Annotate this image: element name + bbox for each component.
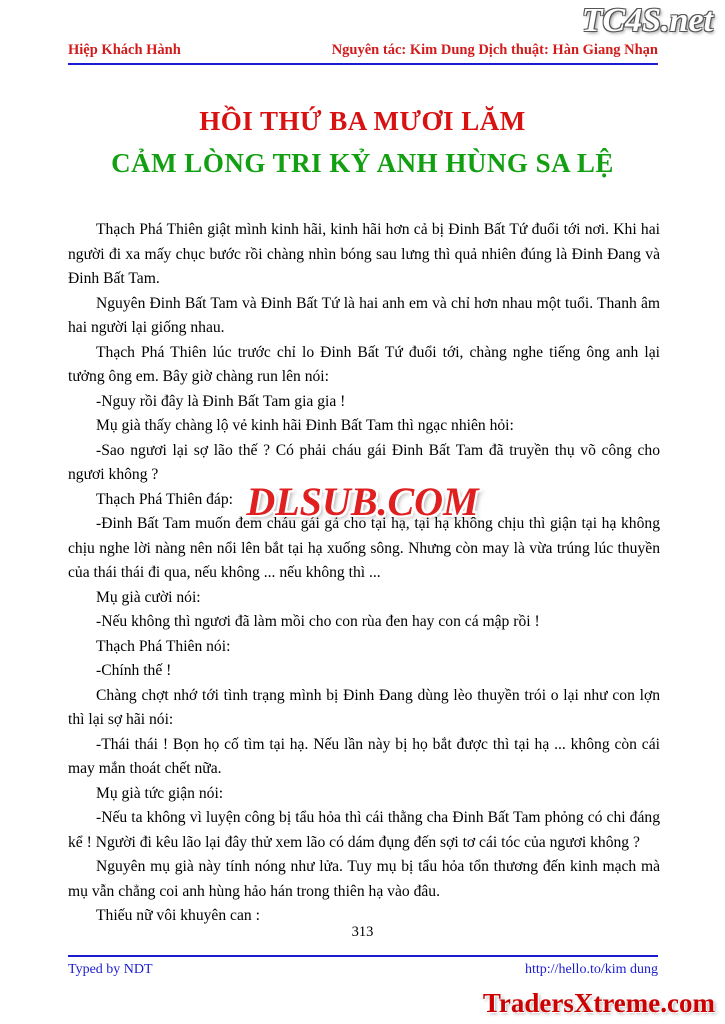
chapter-title-line1: HỒI THỨ BA MƯƠI LĂM xyxy=(199,106,526,136)
header-book-title: Hiệp Khách Hành xyxy=(68,42,181,58)
paragraph: -Nếu không thì ngươi đã làm mồi cho con rùa đen hay con cá mập rồi ! xyxy=(96,613,540,630)
page-header xyxy=(68,42,658,62)
top-watermark: TC4S.net xyxy=(581,2,713,39)
footer-url[interactable]: http://hello.to/kim dung xyxy=(525,962,658,977)
paragraph: Nguyên Đinh Bất Tam và Đinh Bất Tứ là hai anh em và chỉ hơn nhau một tuổi. Thanh âm hai người lại giống nhau. xyxy=(68,294,660,336)
paragraph: Thạch Phá Thiên nói: xyxy=(96,637,231,655)
paragraph: -Chính thế ! xyxy=(96,662,172,679)
paragraph: Thạch Phá Thiên giật mình kinh hãi, kinh hãi hơn cả bị Đinh Bất Tứ đuổi tới nơi. Khi hai người đi xa mấy chục bước rồi chàng nhìn bóng sau lưng thì quả nhiên đúng là Đinh Đang và Đinh Bất Tam. xyxy=(68,221,660,287)
footer-divider xyxy=(68,955,658,957)
paragraph: -Nếu ta không vì luyện công bị tẩu hỏa thì cái thằng cha Đinh Bất Tam phỏng có chi đáng kể ! Người đi kêu lão lại đây thử xem lão có dám đụng đến sợi tơ cái tóc của ngươi không ? xyxy=(68,809,660,851)
header-divider xyxy=(68,63,658,65)
paragraph: Thiếu nữ vôi khuyên can : xyxy=(96,907,260,924)
header-author-translator: Nguyên tác: Kim Dung Dịch thuật: Hàn Giang Nhạn xyxy=(331,42,658,58)
bottom-watermark: TradersXtreme.com xyxy=(482,988,715,1018)
center-watermark: DLSUB.COM xyxy=(246,479,479,524)
paragraph: -Nguy rồi đây là Đinh Bất Tam gia gia ! xyxy=(96,392,346,410)
footer-typed-by: Typed by NDT xyxy=(68,962,153,977)
page-footer xyxy=(68,962,658,982)
chapter-title-line2: CẢM LÒNG TRI KỶ ANH HÙNG SA LỆ xyxy=(111,148,614,178)
page-number: 313 xyxy=(351,924,374,940)
body-text xyxy=(68,218,660,929)
paragraph: Thạch Phá Thiên lúc trước chỉ lo Đinh Bất Tứ đuổi tới, chàng nghe tiếng ông anh lại tưởng ông em. Bây giờ chàng run lên nói: xyxy=(68,343,660,385)
paragraph: Mụ già thấy chàng lộ vẻ kinh hãi Đinh Bất Tam thì ngạc nhiên hỏi: xyxy=(96,417,514,434)
paragraph: Nguyên mụ già này tính nóng như lửa. Tuy mụ bị tẩu hỏa tổn thương đến kinh mạch mà mụ vẫn chẳng coi anh hùng hảo hán trong thiên hạ vào đâu. xyxy=(68,858,660,900)
paragraph: -Thái thái ! Bọn họ cố tìm tại hạ. Nếu lần này bị họ bắt được thì tại hạ ... không còn cái may mắn thoát chết nữa. xyxy=(68,735,660,777)
paragraph: -Đinh Bất Tam muốn đem cháu gái gả cho tại hạ, tại hạ không chịu thì giận tại hạ không chịu nghe lời nàng nên nổi lên bắt tại hạ xuống sông. Nhưng còn may là vừa trúng lúc thuyền của thái thái đi qua, nếu không ... nếu không thì ... xyxy=(68,515,660,581)
paragraph: Thạch Phá Thiên đáp: xyxy=(96,490,233,508)
paragraph: Mụ già cười nói: xyxy=(96,588,201,606)
paragraph: Chàng chợt nhớ tới tình trạng mình bị Đinh Đang dùng lèo thuyền trói o lại như con lợn thì lại sợ hãi nói: xyxy=(68,686,660,728)
paragraph: Mụ già tức giận nói: xyxy=(96,784,224,802)
paragraph: -Sao ngươi lại sợ lão thế ? Có phải cháu gái Đinh Bất Tam đã truyền thụ võ công cho ngươi không ? xyxy=(68,441,660,483)
